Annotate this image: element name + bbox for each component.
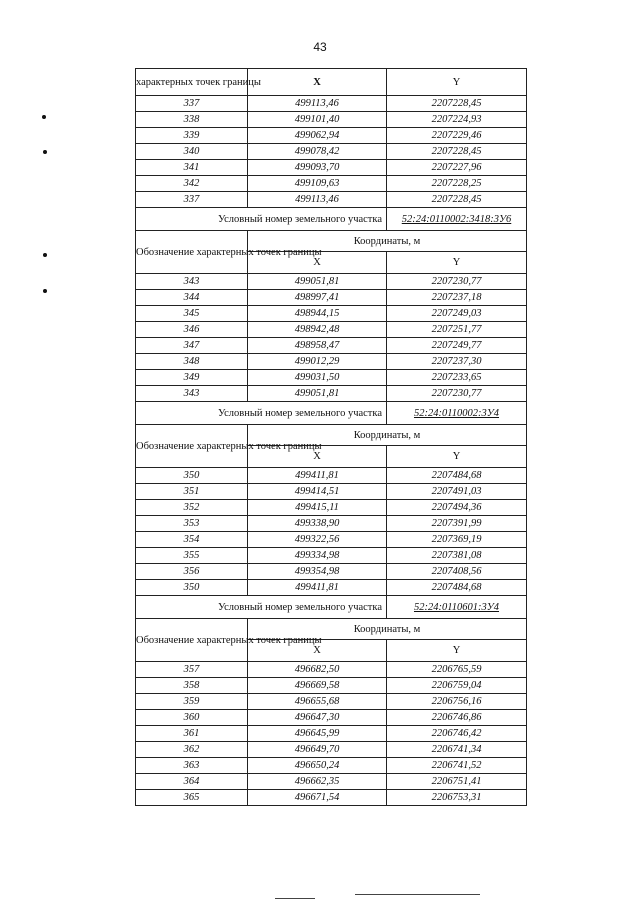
x-value: 499354,98 [248,564,387,580]
x-value: 499415,11 [248,500,387,516]
table-row [136,468,527,484]
table-header-row [136,231,527,252]
x-header: X [248,446,387,468]
x-header: X [248,252,387,274]
coords-header: Координаты, м [248,425,527,446]
table-row [136,484,527,500]
y-value: 2207224,93 [387,112,527,128]
point-number: 354 [136,532,248,548]
y-value: 2206746,86 [387,710,527,726]
x-value: 496682,50 [248,662,387,678]
table-row [136,370,527,386]
x-value: 499062,94 [248,128,387,144]
y-value: 2206759,04 [387,678,527,694]
x-value: 496669,58 [248,678,387,694]
plot-number-label: Условный номер земельного участка [136,208,387,231]
x-value: 499338,90 [248,516,387,532]
table-row [136,662,527,678]
point-number: 345 [136,306,248,322]
x-value: 496649,70 [248,742,387,758]
x-value: 496647,30 [248,710,387,726]
y-value: 2207227,96 [387,160,527,176]
table-row [136,742,527,758]
y-value: 2207494,36 [387,500,527,516]
point-number: 359 [136,694,248,710]
table-row [136,710,527,726]
table-row [136,532,527,548]
y-value: 2206741,52 [387,758,527,774]
coords-header: Координаты, м [248,619,527,640]
y-value: 2207228,25 [387,176,527,192]
plot-number-row [136,208,527,231]
y-value: 2207249,03 [387,306,527,322]
y-value: 2207229,46 [387,128,527,144]
x-value: 498958,47 [248,338,387,354]
x-value: 498997,41 [248,290,387,306]
table-row [136,144,527,160]
point-label-header: Обозначение характерных точек границы [136,425,248,468]
point-number: 350 [136,580,248,596]
y-header: Y [387,69,527,96]
plot-number-label: Условный номер земельного участка [136,596,387,619]
y-value: 2206741,34 [387,742,527,758]
x-value: 496650,24 [248,758,387,774]
margin-dot [43,289,47,293]
margin-dot [43,150,47,154]
x-header: X [248,640,387,662]
table-row [136,564,527,580]
y-value: 2207230,77 [387,274,527,290]
point-number: 356 [136,564,248,580]
y-header: Y [387,446,527,468]
x-value: 499322,56 [248,532,387,548]
y-value: 2207484,68 [387,580,527,596]
y-value: 2207491,03 [387,484,527,500]
y-value: 2207228,45 [387,192,527,208]
point-number: 360 [136,710,248,726]
margin-dot [42,115,46,119]
table-row [136,758,527,774]
y-value: 2207408,56 [387,564,527,580]
x-value: 499411,81 [248,468,387,484]
point-number: 358 [136,678,248,694]
table-row [136,678,527,694]
table-row [136,548,527,564]
table-row [136,128,527,144]
point-number: 342 [136,176,248,192]
point-number: 348 [136,354,248,370]
table-row [136,290,527,306]
y-value: 2207230,77 [387,386,527,402]
y-value: 2207228,45 [387,144,527,160]
point-label-header: характерных точек границы [136,69,248,96]
y-value: 2206765,59 [387,662,527,678]
plot-number-row [136,596,527,619]
point-label-header: Обозначение характерных точек границы [136,231,248,274]
point-number: 351 [136,484,248,500]
y-value: 2207391,99 [387,516,527,532]
table-row [136,160,527,176]
table-row [136,694,527,710]
table-row [136,176,527,192]
x-value: 499031,50 [248,370,387,386]
x-value: 499411,81 [248,580,387,596]
table-header-row [136,619,527,640]
y-value: 2207228,45 [387,96,527,112]
x-value: 496662,35 [248,774,387,790]
point-number: 337 [136,192,248,208]
y-value: 2206756,16 [387,694,527,710]
x-value: 499109,63 [248,176,387,192]
x-value: 499113,46 [248,96,387,112]
table-header-row [136,69,527,96]
point-number: 361 [136,726,248,742]
y-value: 2206746,42 [387,726,527,742]
point-number: 352 [136,500,248,516]
table-row [136,354,527,370]
point-label-header: Обозначение характерных точек границы [136,619,248,662]
point-number: 343 [136,386,248,402]
page-number: 43 [313,40,327,54]
footer-rule [275,898,315,899]
table-row [136,774,527,790]
table-row [136,338,527,354]
point-number: 349 [136,370,248,386]
table-row [136,516,527,532]
coords-header: Координаты, м [248,231,527,252]
table-row [136,306,527,322]
y-value: 2207233,65 [387,370,527,386]
footer-rule [355,894,480,895]
point-number: 344 [136,290,248,306]
y-value: 2207484,68 [387,468,527,484]
table-header-row [136,425,527,446]
table-row [136,386,527,402]
x-value: 498944,15 [248,306,387,322]
point-number: 338 [136,112,248,128]
table-row [136,96,527,112]
coordinates-table [135,68,527,806]
y-header: Y [387,640,527,662]
table-row [136,580,527,596]
x-value: 499093,70 [248,160,387,176]
plot-number-row [136,402,527,425]
point-number: 363 [136,758,248,774]
y-header: Y [387,252,527,274]
x-header: X [248,69,387,96]
x-value: 499012,29 [248,354,387,370]
x-value: 498942,48 [248,322,387,338]
point-number: 339 [136,128,248,144]
x-value: 499051,81 [248,386,387,402]
point-number: 362 [136,742,248,758]
table-row [136,322,527,338]
point-number: 365 [136,790,248,806]
y-value: 2207237,30 [387,354,527,370]
point-number: 340 [136,144,248,160]
point-number: 364 [136,774,248,790]
point-number: 347 [136,338,248,354]
point-number: 355 [136,548,248,564]
margin-dot [43,253,47,257]
plot-number-value: 52:24:0110601:3У4 [387,596,527,619]
y-value: 2207249,77 [387,338,527,354]
table-row [136,726,527,742]
plot-number-label: Условный номер земельного участка [136,402,387,425]
y-value: 2206753,31 [387,790,527,806]
x-value: 499101,40 [248,112,387,128]
y-value: 2206751,41 [387,774,527,790]
table-row [136,500,527,516]
plot-number-value: 52:24:0110002:3У4 [387,402,527,425]
point-number: 341 [136,160,248,176]
x-value: 499113,46 [248,192,387,208]
y-value: 2207369,19 [387,532,527,548]
point-number: 343 [136,274,248,290]
x-value: 499078,42 [248,144,387,160]
x-value: 496655,68 [248,694,387,710]
x-value: 499051,81 [248,274,387,290]
table-row [136,274,527,290]
point-number: 346 [136,322,248,338]
point-number: 353 [136,516,248,532]
table-row [136,112,527,128]
y-value: 2207381,08 [387,548,527,564]
point-number: 337 [136,96,248,112]
point-number: 357 [136,662,248,678]
x-value: 496645,99 [248,726,387,742]
plot-number-value: 52:24:0110002:3418:3У6 [387,208,527,231]
table-row [136,790,527,806]
y-value: 2207251,77 [387,322,527,338]
point-number: 350 [136,468,248,484]
x-value: 496671,54 [248,790,387,806]
x-value: 499414,51 [248,484,387,500]
x-value: 499334,98 [248,548,387,564]
table-row [136,192,527,208]
y-value: 2207237,18 [387,290,527,306]
